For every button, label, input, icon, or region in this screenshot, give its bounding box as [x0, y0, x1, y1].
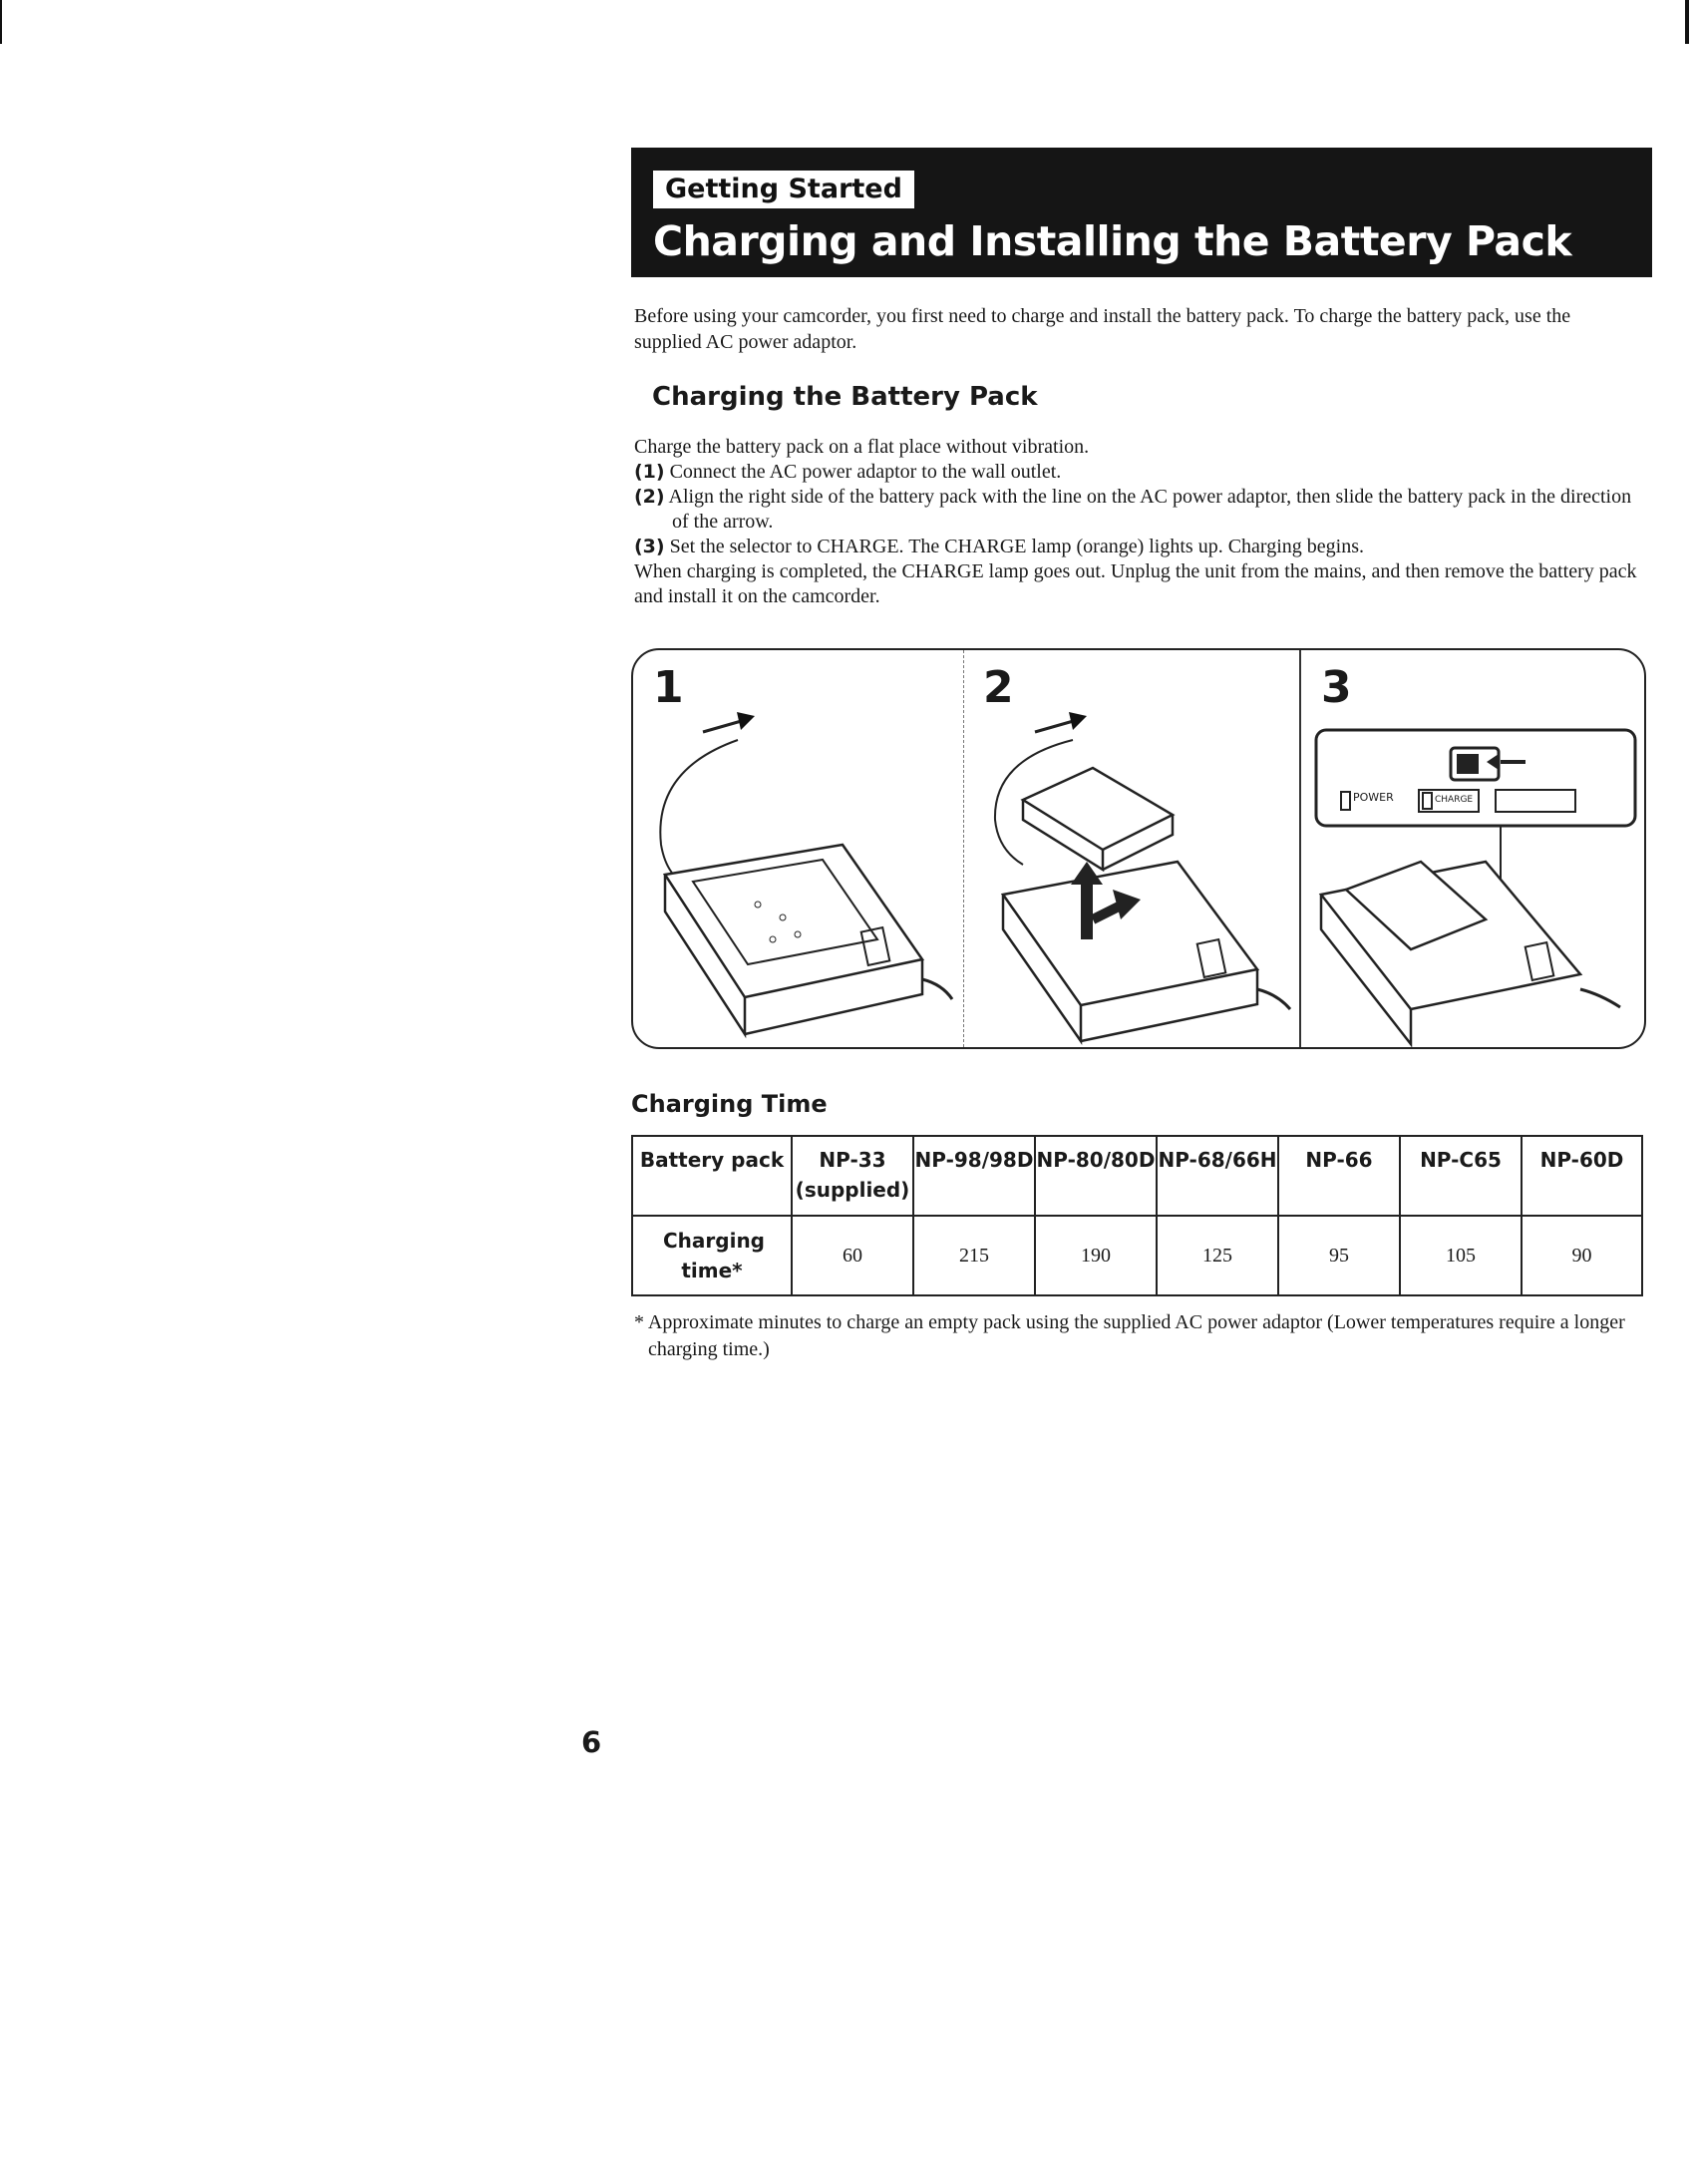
battery-note: (supplied) [795, 1178, 910, 1202]
charging-time-footnote: * Approximate minutes to charge an empty pack using the supplied AC power adaptor (Lower temperatures require a longer charging time.) [634, 1311, 1625, 1360]
step-number: (3) [634, 536, 665, 557]
table-cell: 105 [1400, 1216, 1522, 1295]
column-header: NP-80/80D [1035, 1136, 1157, 1216]
page-title: Charging and Installing the Battery Pack [653, 217, 1572, 265]
step-2 [634, 485, 1651, 535]
table-cell: 190 [1035, 1216, 1157, 1295]
intro-paragraph: Before using your camcorder, you first need to charge and install the battery pack. To charge the battery pack, use the supplied AC power adaptor. [634, 305, 1571, 353]
column-header: NP-98/98D [913, 1136, 1035, 1216]
step-text: Connect the AC power adaptor to the wall outlet. [669, 461, 1062, 483]
instruction-after: When charging is completed, the CHARGE lamp goes out. Unplug the unit from the mains, and then remove the battery pack and install it on the camcorder. [634, 560, 1637, 607]
table-row [632, 1216, 1642, 1295]
header-banner [631, 148, 1652, 277]
charging-time-table [631, 1135, 1643, 1296]
adaptor-illustration [633, 650, 963, 1047]
table-cell: 125 [1157, 1216, 1278, 1295]
step-number: (1) [634, 461, 665, 483]
table-cell: 90 [1522, 1216, 1642, 1295]
table-row [632, 1136, 1642, 1216]
page-number: 6 [581, 1725, 602, 1759]
battery-insert-illustration [963, 650, 1299, 1047]
step-1 [634, 460, 1651, 485]
step-text: Align the right side of the battery pack with the line on the AC power adaptor, then slide the battery pack in the direction of the arrow. [668, 486, 1632, 533]
row-header-charging-time: Charging time* [632, 1216, 792, 1295]
column-header [792, 1136, 913, 1216]
scan-edge-mark-right [1685, 0, 1689, 44]
section-tag: Getting Started [653, 171, 914, 208]
panel-3 [1301, 650, 1646, 1047]
charging-instructions [634, 435, 1651, 609]
scan-edge-mark-left [0, 0, 2, 44]
step-text: Set the selector to CHARGE. The CHARGE lamp (orange) lights up. Charging begins. [669, 536, 1364, 557]
column-header: NP-66 [1278, 1136, 1400, 1216]
charging-illustration [631, 648, 1646, 1049]
column-header: NP-68/66H [1157, 1136, 1278, 1216]
panel-number: 3 [1321, 662, 1352, 713]
table-cell: 95 [1278, 1216, 1400, 1295]
table-cell: 215 [913, 1216, 1035, 1295]
charge-switch-label: CHARGE [1435, 795, 1474, 805]
charging-time-heading: Charging Time [631, 1090, 828, 1118]
charge-selector-illustration [1301, 650, 1646, 1047]
power-switch-label: POWER [1353, 791, 1394, 804]
panel-2 [963, 650, 1299, 1047]
battery-model: NP-33 [819, 1148, 886, 1172]
column-header: NP-C65 [1400, 1136, 1522, 1216]
instruction-lead: Charge the battery pack on a flat place without vibration. [634, 436, 1090, 458]
panel-number: 1 [653, 662, 684, 713]
panel-1 [633, 650, 963, 1047]
step-3 [634, 535, 1651, 559]
charging-heading: Charging the Battery Pack [652, 382, 1038, 412]
column-header: NP-60D [1522, 1136, 1642, 1216]
table-cell: 60 [792, 1216, 913, 1295]
step-number: (2) [634, 486, 665, 508]
row-header-battery-pack: Battery pack [632, 1136, 792, 1216]
panel-number: 2 [983, 662, 1014, 713]
